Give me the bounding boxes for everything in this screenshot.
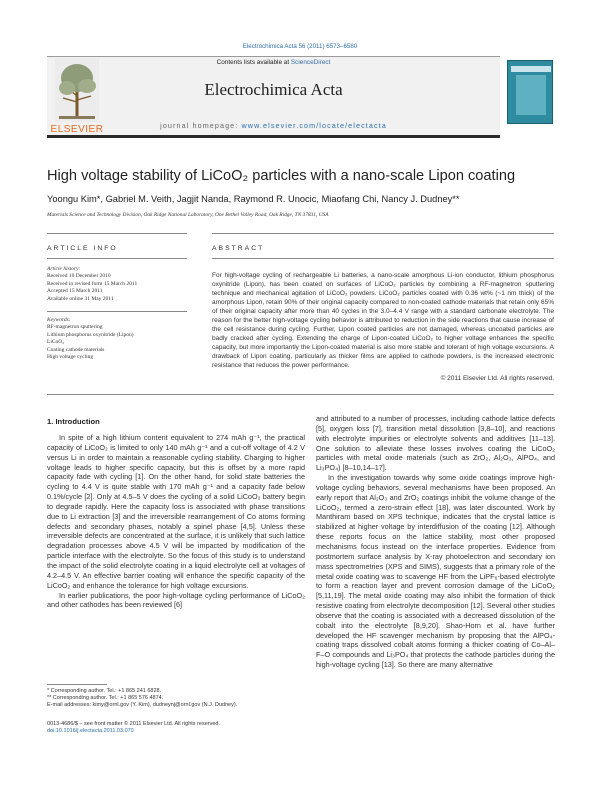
abstract-text: For high-voltage cycling of rechargeable Li batteries, a nano-scale amorphous Li-ion conductor, lithium phosphorus oxynitride (Lipon), has been coated on surfaces of LiCoO₂ particles by combining a RF-magnetron sputtering technique and mechanical agitation of LiCoO₂ powders. LiCoO₂ particles coated with 0.36 wt% (~1 nm thick) of the amorphous Lipon, retain 90% of their original capacity compared to non-coated cathode materials that retain only 65% of their original capacity after more than 40 cycles in the 3.0–4.4 V range with a standard carbonate electrolyte. The reason for the better high-voltage cycling behavior is attributed to reduction in the side reactions that cause increase of the cell resistance during cycling. Further, Lipon coated particles are not damaged, whereas uncoated particles are badly cracked after cycling. Extending the charge of Lipon-coated LiCoO₂ to higher voltage enhances the specific capacity, but more importantly the Lipon-coated material is also more stable and tolerant of high voltage excursions. A drawback of Lipon coating, particularly as thicker films are applied to cathode powders, is the increased electronic resistance that reduces the power performance.: [212, 272, 554, 370]
history-revised: Received in revised form 15 March 2011: [47, 280, 138, 287]
journal-name: Electrochimica Acta: [204, 80, 343, 99]
article-info-heading: ARTICLE INFO: [47, 245, 118, 252]
keywords-rule: [47, 311, 187, 312]
journal-homepage: [47, 121, 500, 130]
right-column: [316, 414, 555, 670]
publisher-name[interactable]: ELSEVIER: [50, 124, 104, 135]
keyword-item: LiCoO₂: [47, 339, 65, 346]
history-label: Article history:: [47, 266, 81, 272]
journal-cover-thumbnail-icon[interactable]: [507, 60, 553, 124]
cover-art: [516, 75, 546, 115]
paragraph: In the investigation towards why some oxide coatings improve high-voltage cycling behaviors, several mechanisms have been proposed. An early report that Al₂O₃ and ZrO₂ coatings inhibit the volume change of the LiCoO₂, termed a zero-strain effect [18], was later discounted. Work by Manthiram based on XPS technique, indicates that the crystal lattice is stabilized at higher voltage by interdiffusion of the coating [12]. Although these reports focus on the lattice stability, most other proposed mechanisms focus instead on the interface properties. Evidence from postmortem surface analysis by X-ray photoelectron and secondary ion mass spectrometries (XPS and SIMS), suggests that a primary role of the metal oxide coating was to scavenge HF from the LiPF₆-based electrolyte to form a reaction layer and prevent corrosion damage of the LiCoO₂ [5,11,19]. The metal oxide coating may also inhibit the formation of thick resistive coating from electrolyte decomposition [12]. Several other studies observe that the coating is associated with a decreased dissolution of the cobalt into the electrolyte [8,9,20]. Shao-Horn et al. have further developed the HF scavenger mechanism by proposing that the AlPO₄-coating traps dissolved cobalt atoms forming a thicker coating of Co–Al–F–O compounds and Li₃PO₄ that protects the cathode particles during the high-voltage cycling [13]. So there are many alternative: [316, 473, 555, 670]
author-list: Yoongu Kim*, Gabriel M. Veith, Jagjit Nanda, Raymond R. Unocic, Miaofang Chi, Nancy J. Dudney**: [47, 194, 460, 204]
homepage-link[interactable]: www.elsevier.com/locate/electacta: [241, 121, 387, 130]
paragraph: and attributed to a number of processes, including cathode lattice defects [5], oxygen loss [7], transition metal dissolution [3,8–10], and reactions with electrolyte impurities or electrolyte solvents and additives [11–13]. One solution to alleviate these losses involves coating the LiCoO₂ particles with metal oxide materials (such as ZrO₂, Al₂O₃, AlPO₄, and Li₃PO₄) [8–10,14–17].: [316, 414, 555, 473]
contents-line: [47, 59, 500, 66]
info-heading-rule: [47, 258, 187, 259]
journal-citation[interactable]: Electrochimica Acta 56 (2011) 6573–6580: [242, 43, 358, 50]
abstract-heading-rule: [212, 258, 554, 259]
abstract-bottom-rule: [47, 394, 554, 395]
front-matter: [47, 721, 305, 735]
footnote-corresponding-1: * Corresponding author. Tel.: +1 865 241 6828.: [47, 688, 162, 694]
info-top-rule: [47, 233, 187, 234]
footnote-corresponding-2: ** Corresponding author. Tel.: +1 865 576 4874.: [47, 695, 164, 702]
sciencedirect-link[interactable]: ScienceDirect: [290, 59, 331, 66]
paragraph: In earlier publications, the poor high-voltage cycling performance of LiCoO₂ and other cathodes has been reviewed [6]: [47, 590, 305, 610]
keyword-item: RF-magnetron sputtering: [47, 324, 103, 331]
history-accepted: Accepted 15 March 2011: [47, 288, 103, 295]
article-title: High voltage stability of LiCoO₂ particles with a nano-scale Lipon coating: [47, 168, 516, 184]
left-column: [47, 433, 305, 610]
keyword-item: Coating cathode materials: [47, 346, 105, 353]
footnote-rule: [47, 684, 107, 685]
contents-prefix: Contents lists available at: [216, 59, 291, 66]
section-heading-introduction: 1. Introduction: [47, 417, 100, 426]
keyword-item: Lithium phosphorus oxynitride (Lipon): [47, 331, 134, 338]
keywords-label: Keywords:: [47, 317, 71, 323]
article-history: [47, 266, 187, 303]
author-affiliation: Materials Science and Technology Division, Oak Ridge National Laboratory, One Bethel Valley Road, Oak Ridge, TN 37831, USA: [47, 212, 329, 218]
doi-link[interactable]: doi:10.1016/j.electacta.2011.03.070: [47, 728, 134, 735]
footnotes: [47, 688, 305, 710]
homepage-prefix: journal homepage:: [160, 121, 242, 130]
elsevier-tree-logo-icon: [55, 58, 99, 132]
keywords-block: [47, 317, 187, 361]
abstract-heading: ABSTRACT: [212, 245, 265, 252]
issn-line: 0013-4686/$ – see front matter © 2011 Elsevier Ltd. All rights reserved.: [47, 721, 221, 727]
history-received: Received 10 December 2010: [47, 273, 111, 280]
history-online: Available online 31 May 2011: [47, 295, 114, 302]
abstract-top-rule: [212, 233, 554, 234]
abstract-copyright: © 2011 Elsevier Ltd. All rights reserved.: [440, 375, 554, 382]
keyword-item: High voltage cycling: [47, 354, 94, 361]
cover-title-strip: [511, 66, 551, 72]
paragraph: In spite of a high lithium content equivalent to 274 mAh g⁻¹, the practical capacity of LiCoO₂ is limited to only 140 mAh g⁻¹ and a cut-off voltage of 4.2 V versus Li in order to maintain a reasonable cycling stability. Charging to higher voltage leads to higher specific capacity, but this is offset by a more rapid capacity fade with cycling [1]. On the other hand, for solid state batteries the cycling to 4.4 V is quite stable with 170 mAh g⁻¹ and a capacity fade below 0.1%/cycle [2]. Only at 4.5–5 V does the cycling of a solid LiCoO₂ battery begin to degrade rapidly. Here the capacity loss is associated with phase transitions due to Li extraction [3] and the irreversible rearrangement of Co atoms forming defects and secondary phases, notably a spinel phase [4,5]. Unless these irreversible defects are concentrated at the surface, it is unlikely that such lattice degradation processes above 4.5 V will be impacted by modification of the particle interface with the electrolyte. So the focus of this study is to understand the impact of the solid electrolyte coating in a liquid electrolyte cell at voltages of 4.2–4.5 V. An effective barrier coating will enhance the specific capacity of the LiCoO₂ and enhance the tolerance for high voltage excursions.: [47, 433, 305, 590]
footnote-email[interactable]: E-mail addresses: kimy@ornl.gov (Y. Kim), dudneynj@ornl.gov (N.J. Dudney).: [47, 702, 238, 709]
